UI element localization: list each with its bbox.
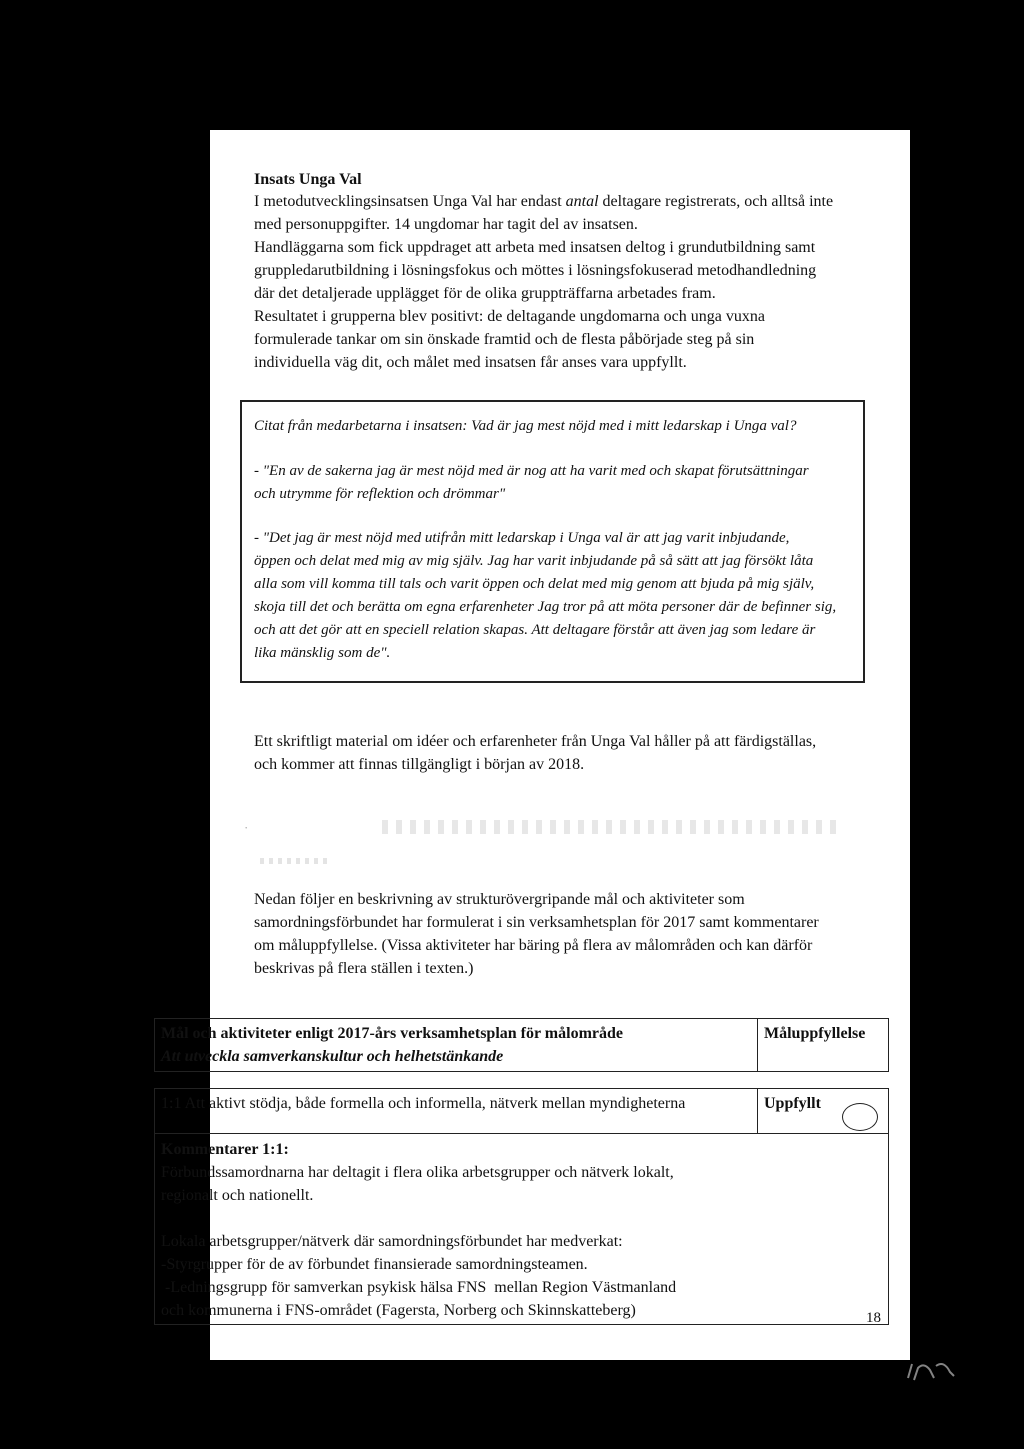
- paragraph-line: med personuppgifter. 14 ungdomar har tagit del av insatsen.: [254, 216, 638, 233]
- goal-status-cell: [758, 1089, 889, 1134]
- comment-line: Lokala arbetsgrupper/nätverk där samordningsförbundet har medverkat:: [161, 1233, 623, 1250]
- goals-table: [154, 1018, 889, 1325]
- page-number: 18: [866, 1310, 881, 1326]
- paragraph-line: Nedan följer en beskrivning av strukturövergripande mål och aktiviteter som: [254, 891, 745, 908]
- quote-line: och utrymme för reflektion och drömmar": [254, 486, 506, 502]
- paragraph-line: samordningsförbundet har formulerat i sin verksamhetsplan för 2017 samt kommentarer: [254, 914, 819, 931]
- paragraph-line: beskrivas på flera ställen i texten.): [254, 960, 474, 977]
- paragraph-line: om måluppfyllelse. (Vissa aktiviteter har bäring på flera av målområden och kan därför: [254, 937, 813, 954]
- comment-line: regionalt och nationellt.: [161, 1187, 314, 1204]
- status-circle-icon: [842, 1103, 878, 1131]
- paragraph-line: och kommer att finnas tillgängligt i början av 2018.: [254, 756, 585, 773]
- scan-smudge: ·: [244, 820, 251, 835]
- quote-line: alla som vill komma till tals och varit öppen och delat med mig genom att bjuda på mig själv,: [254, 576, 815, 592]
- scan-mark-icon: [906, 1358, 956, 1384]
- quote-intro: Citat från medarbetarna i insatsen: Vad är jag mest nöjd med i mitt ledarskap i Unga val?: [254, 418, 797, 434]
- paragraph-line: [254, 190, 833, 213]
- paragraph-line: formulerade tankar om sin önskade framtid och de flesta påbörjade steg på sin: [254, 331, 755, 348]
- quote-line: lika mänsklig som de".: [254, 645, 391, 661]
- spacer-cell: [155, 1072, 758, 1089]
- goal-text: 1:1 Att aktivt stödja, både formella och informella, nätverk mellan myndigheterna: [155, 1089, 758, 1134]
- goal-row: [155, 1089, 889, 1134]
- quote-line: öppen och delat med mig av mig själv. Jag har varit inbjudande på så sätt att jag försökt låta: [254, 553, 814, 569]
- table-spacer-row: [155, 1072, 889, 1089]
- comment-line: och kommunerna i FNS-området (Fagersta, Norberg och Skinnskatteberg): [161, 1302, 636, 1319]
- table-header-row: [155, 1019, 889, 1072]
- paragraph-line: Handläggarna som fick uppdraget att arbeta med insatsen deltog i grundutbildning samt: [254, 239, 816, 256]
- comment-row: [155, 1134, 889, 1325]
- comment-cell: [155, 1134, 889, 1325]
- header-subtitle: Att utveckla samverkanskultur och helhetstänkande: [161, 1048, 504, 1065]
- goal-status: Uppfyllt: [764, 1095, 821, 1112]
- quote-line: - "En av de sakerna jag är mest nöjd med är nog att ha varit med och skapat förutsättningar: [254, 463, 809, 479]
- header-title-cell: [155, 1019, 758, 1072]
- paragraph-line: Resultatet i grupperna blev positivt: de deltagande ungdomarna och unga vuxna: [254, 308, 765, 325]
- comment-line: Förbundssamordnarna har deltagit i flera olika arbetsgrupper och nätverk lokalt,: [161, 1164, 674, 1181]
- comment-line: -Ledningsgrupp för samverkan psykisk hälsa FNS mellan Region Västmanland: [161, 1279, 677, 1296]
- comment-line: -Styrgrupper för de av förbundet finansierade samordningsteamen.: [161, 1256, 588, 1273]
- text-segment: deltagare registrerats, och alltså inte: [598, 193, 834, 210]
- emphasized-word: antal: [565, 193, 599, 210]
- quote-line: och att det gör att en speciell relation skapas. Att deltagare förstår att även jag som ledare är: [254, 622, 816, 638]
- text-segment: I metodutvecklingsinsatsen Unga Val har endast: [254, 193, 566, 210]
- quote-line: - "Det jag är mest nöjd med utifrån mitt ledarskap i Unga val är att jag varit inbjudande,: [254, 530, 790, 546]
- paragraph-line: Ett skriftligt material om idéer och erfarenheter från Unga Val håller på att färdigställas,: [254, 733, 817, 750]
- comment-heading: Kommentarer 1:1:: [161, 1141, 289, 1158]
- spacer-cell: [758, 1072, 889, 1089]
- paragraph-line: gruppledarutbildning i lösningsfokus och möttes i lösningsfokuserad metodhandledning: [254, 262, 817, 279]
- header-title: Mål och aktiviteter enligt 2017-års verksamhetsplan för målområde: [161, 1025, 624, 1042]
- header-status: Måluppfyllelse: [758, 1019, 889, 1072]
- faded-heading-artifact: [382, 820, 842, 834]
- faded-text-artifact: [260, 858, 330, 864]
- quote-line: skoja till det och berätta om egna erfarenheter Jag tror på att möta personer där de befinner sig,: [254, 599, 837, 615]
- paragraph-line: där det detaljerade upplägget för de olika gruppträffarna arbetades fram.: [254, 285, 716, 302]
- section-heading: Insats Unga Val: [254, 171, 362, 188]
- paragraph-line: individuella väg dit, och målet med insatsen får anses vara uppfyllt.: [254, 354, 687, 371]
- comment-blank-line: [161, 1207, 882, 1230]
